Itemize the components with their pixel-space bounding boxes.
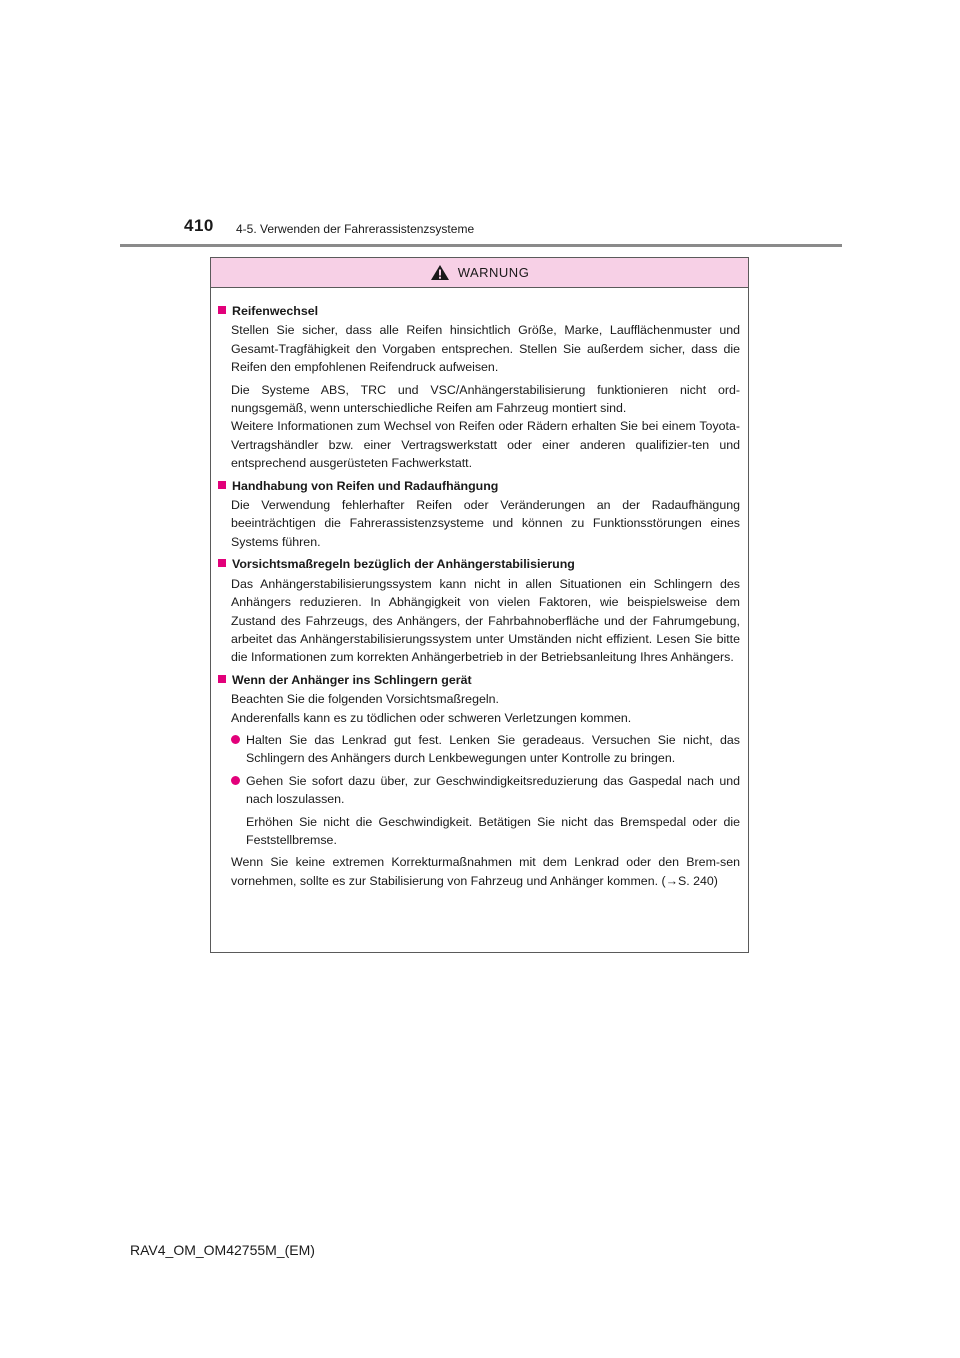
paragraph: Das Anhängerstabilisierungssystem kann nicht in allen Situationen ein Schlingern des Anhängers reduzieren. In Abhängigkeit von vielen Faktoren, wie beispielsweise dem Zustand des Fahrzeugs, des Anhängers, der Fahrbahnoberfläche und der Fahrumgebung, arbeitet das Anhängerstabilisierungssystem unter Umständen nicht effizient. Lesen Sie bitte die Informationen zum korrekten Anhängerbetrieb in der Betriebsanleitung Ihres Anhängers. (231, 576, 740, 665)
square-bullet-icon (218, 559, 226, 567)
section-title: 4-5. Verwenden der Fahrerassistenzsysteme (236, 222, 475, 236)
paragraph: Die Verwendung fehlerhafter Reifen oder Veränderungen an der Radaufhängung beeinträchtigen die Fahrerassistenzsysteme und können zu Funktionsstörungen eines Systems führen. (231, 498, 740, 549)
section-heading (218, 671, 740, 689)
paragraph: Weitere Informationen zum Wechsel von Reifen oder Rädern erhalten Sie bei einem Toyota-Vertragshändler bzw. einer Vertragswerkstatt oder einer anderen qualifizier-ten und entsprechend ausgerüsteten Fachwerkstatt. (231, 419, 740, 471)
list-item-text: Halten Sie das Lenkrad gut fest. Lenken Sie geradeaus. Versuchen Sie nicht, das Schlingern des Anhängers durch Lenkbewegungen unter Kontrolle zu bringen. (246, 732, 740, 766)
square-bullet-icon (218, 675, 226, 683)
list-item (218, 772, 740, 809)
circle-bullet-icon (231, 776, 240, 785)
header-rule (120, 244, 842, 247)
section-schlingern (218, 671, 740, 890)
section-heading (218, 555, 740, 573)
circle-bullet-icon (231, 735, 240, 744)
warning-label: WARNUNG (457, 265, 530, 280)
footer-document-code: RAV4_OM_OM42755M_(EM) (130, 1242, 315, 1258)
section-heading-text: Handhabung von Reifen und Radaufhängung (232, 478, 499, 493)
page-number: 410 (184, 216, 214, 235)
section-heading-text: Wenn der Anhänger ins Schlingern gerät (232, 672, 472, 687)
section-heading-text: Reifenwechsel (232, 304, 319, 318)
section-heading (218, 302, 740, 320)
warning-header (211, 258, 748, 288)
paragraph: Anderenfalls kann es zu tödlichen oder schweren Verletzungen kommen. (231, 710, 632, 725)
square-bullet-icon (218, 306, 226, 314)
section-heading (218, 477, 740, 495)
section-reifenwechsel (218, 302, 740, 473)
section-handhabung (218, 477, 740, 552)
list-item-subtext: Erhöhen Sie nicht die Geschwindigkeit. Betätigen Sie nicht das Bremspedal oder die Feststellbremse. (246, 814, 740, 847)
paragraph: Wenn Sie keine extremen Korrekturmaßnahmen mit dem Lenkrad oder den Brem-sen vornehmen, sollte es zur Stabilisierung von Fahrzeug und Anhänger kommen. (→S. 240) (231, 855, 740, 888)
paragraph: Stellen Sie sicher, dass alle Reifen hinsichtlich Größe, Marke, Laufflächenmuster und Gesamt-Tragfähigkeit den Vorgaben entsprechen. Stellen Sie außerdem sicher, dass die Reifen den empfohlenen Reifendruck aufweisen. (231, 323, 740, 375)
list-item-text: Gehen Sie sofort dazu über, zur Geschwindigkeitsreduzierung das Gaspedal nach und nach loszulassen. (246, 773, 740, 807)
list-item (218, 731, 740, 768)
section-vorsichtsmassregeln (218, 555, 740, 666)
paragraph: Die Systeme ABS, TRC und VSC/Anhängerstabilisierung funktionieren nicht ord-nungsgemäß, wenn unterschiedliche Reifen am Fahrzeug montiert sind. (231, 382, 740, 416)
warning-triangle-icon (430, 264, 450, 281)
square-bullet-icon (218, 481, 226, 489)
section-heading-text: Vorsichtsmaßregeln bezüglich der Anhängerstabilisierung (232, 557, 575, 572)
warning-body (211, 288, 748, 890)
warning-box (210, 257, 749, 953)
paragraph: Beachten Sie die folgenden Vorsichtsmaßregeln. (231, 692, 499, 707)
